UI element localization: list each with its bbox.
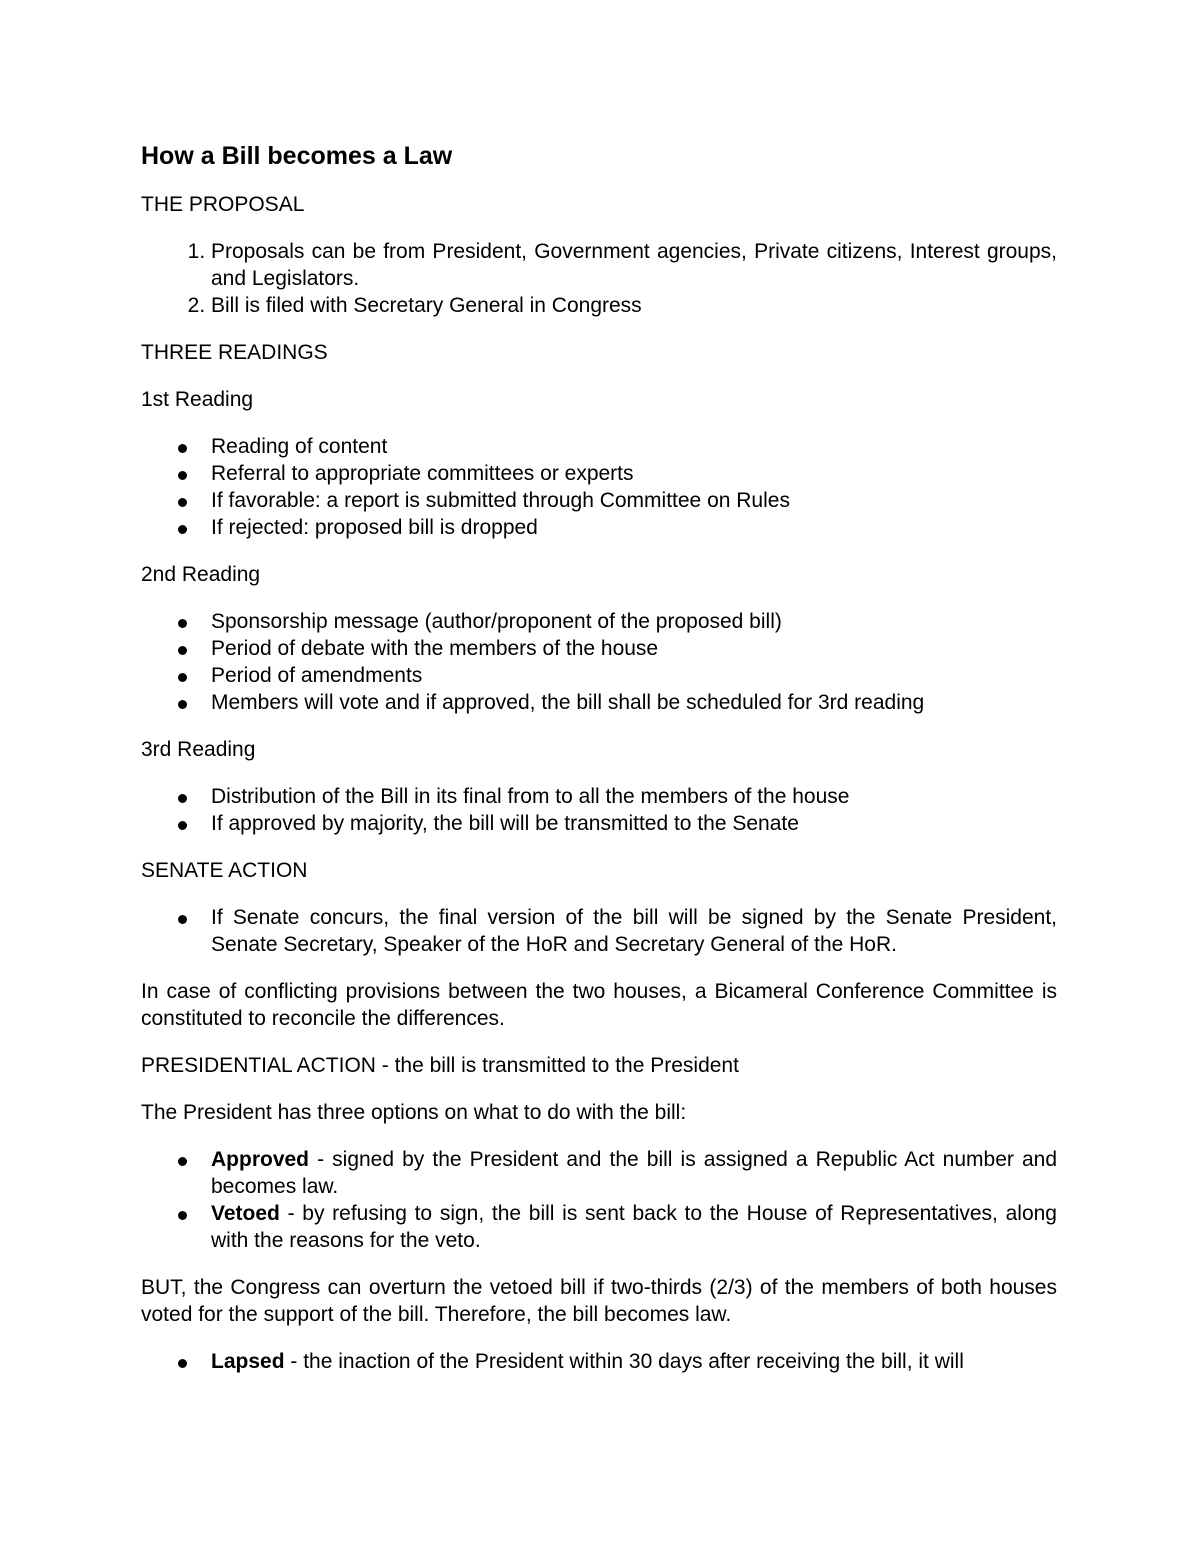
- lapsed-list: [141, 1348, 1057, 1375]
- bullet-icon: [178, 525, 187, 534]
- list-item: Sponsorship message (author/proponent of the proposed bill): [211, 608, 1057, 635]
- bullet-icon: [178, 673, 187, 682]
- section-heading-proposal: THE PROPOSAL: [141, 193, 305, 216]
- section-heading-senate: SENATE ACTION: [141, 859, 308, 882]
- list-item: Members will vote and if approved, the bill shall be scheduled for 3rd reading: [211, 689, 1057, 716]
- bullet-icon: [178, 498, 187, 507]
- override-paragraph: BUT, the Congress can overturn the vetoed bill if two-thirds (2/3) of the members of both houses voted for the support of the bill. Therefore, the bill becomes law.: [141, 1276, 1057, 1326]
- list-item: If approved by majority, the bill will be transmitted to the Senate: [211, 810, 1057, 837]
- first-reading-list: [141, 433, 1057, 541]
- senate-list: [141, 904, 1057, 958]
- subheading-second-reading: 2nd Reading: [141, 563, 261, 586]
- list-item: If Senate concurs, the final version of the bill will be signed by the Senate President, Senate Secretary, Speaker of the HoR and Secretary General of the HoR.: [211, 904, 1057, 958]
- list-item: Referral to appropriate committees or experts: [211, 460, 1057, 487]
- list-item: 2. Bill is filed with Secretary General in Congress: [211, 292, 1057, 319]
- list-item: Distribution of the Bill in its final from to all the members of the house: [211, 783, 1057, 810]
- presidential-intro: The President has three options on what to do with the bill:: [141, 1101, 687, 1124]
- list-item: If rejected: proposed bill is dropped: [211, 514, 1057, 541]
- bullet-icon: [178, 444, 187, 453]
- list-item: Period of debate with the members of the house: [211, 635, 1057, 662]
- bullet-icon: [178, 1211, 187, 1220]
- section-heading-readings: THREE READINGS: [141, 341, 328, 364]
- list-item: Lapsed - the inaction of the President within 30 days after receiving the bill, it will: [211, 1348, 1057, 1375]
- list-item: Reading of content: [211, 433, 1057, 460]
- bullet-icon: [178, 619, 187, 628]
- option-term: Lapsed: [211, 1350, 285, 1373]
- bullet-icon: [178, 700, 187, 709]
- document-body: [141, 140, 1057, 1395]
- option-term: Approved: [211, 1148, 310, 1171]
- bullet-icon: [178, 821, 187, 830]
- list-item: 1. Proposals can be from President, Government agencies, Private citizens, Interest groups, and Legislators.: [211, 238, 1057, 292]
- bullet-icon: [178, 794, 187, 803]
- second-reading-list: [141, 608, 1057, 716]
- bullet-icon: [178, 915, 187, 924]
- presidential-options-list: [141, 1146, 1057, 1254]
- conflict-paragraph: In case of conflicting provisions between the two houses, a Bicameral Conference Committee is constituted to reconcile the differences.: [141, 980, 1057, 1030]
- list-item: Period of amendments: [211, 662, 1057, 689]
- subheading-first-reading: 1st Reading: [141, 388, 254, 411]
- bullet-icon: [178, 646, 187, 655]
- proposal-list: [141, 238, 1057, 319]
- list-item: Approved - signed by the President and the bill is assigned a Republic Act number and becomes law.: [211, 1146, 1057, 1200]
- page-title: How a Bill becomes a Law: [141, 142, 453, 170]
- option-term: Vetoed: [211, 1202, 280, 1225]
- list-item: If favorable: a report is submitted through Committee on Rules: [211, 487, 1057, 514]
- bullet-icon: [178, 471, 187, 480]
- bullet-icon: [178, 1359, 187, 1368]
- subheading-third-reading: 3rd Reading: [141, 738, 256, 761]
- list-item: Vetoed - by refusing to sign, the bill is sent back to the House of Representatives, along with the reasons for the veto.: [211, 1200, 1057, 1254]
- third-reading-list: [141, 783, 1057, 837]
- section-heading-presidential: PRESIDENTIAL ACTION - the bill is transmitted to the President: [141, 1054, 739, 1077]
- bullet-icon: [178, 1157, 187, 1166]
